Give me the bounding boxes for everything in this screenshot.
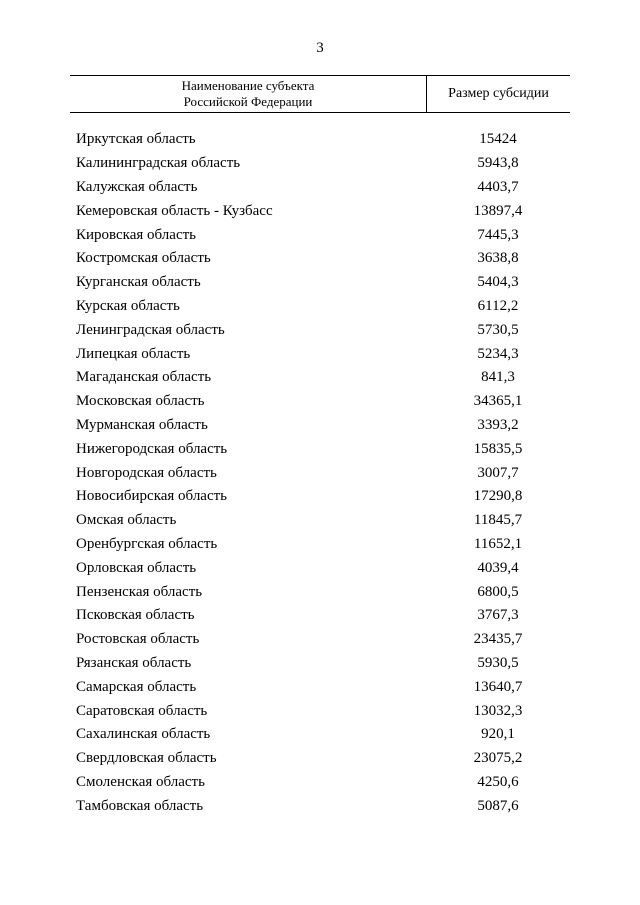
subject-name-cell: Сахалинская область bbox=[76, 726, 211, 743]
subsidy-value-cell: 5943,8 bbox=[477, 155, 519, 172]
table-row bbox=[76, 675, 570, 699]
table-row bbox=[76, 509, 570, 533]
table-row bbox=[76, 176, 570, 200]
subject-name-cell: Иркутская область bbox=[76, 131, 196, 148]
subject-name-cell: Пензенская область bbox=[76, 583, 203, 600]
table-row bbox=[76, 128, 570, 152]
subject-name-cell: Кировская область bbox=[76, 226, 197, 243]
subsidy-value-cell: 6112,2 bbox=[477, 297, 519, 314]
table-row bbox=[76, 604, 570, 628]
table-body bbox=[76, 128, 570, 818]
table-row bbox=[76, 580, 570, 604]
subsidy-value-cell: 5930,5 bbox=[477, 654, 519, 671]
table-header bbox=[70, 75, 570, 113]
table-row bbox=[76, 794, 570, 818]
subsidy-value-cell: 15424 bbox=[479, 131, 517, 148]
subject-name-cell: Псковская область bbox=[76, 607, 195, 624]
subject-name-cell: Кемеровская область - Кузбасс bbox=[76, 202, 273, 219]
subsidy-value-cell: 841,3 bbox=[481, 369, 515, 386]
table-row bbox=[76, 414, 570, 438]
table-row bbox=[76, 699, 570, 723]
page-number: 3 bbox=[316, 40, 324, 56]
subject-name-cell: Оренбургская область bbox=[76, 535, 218, 552]
subject-name-column-header bbox=[70, 76, 427, 112]
subsidy-value-cell: 5234,3 bbox=[477, 345, 519, 362]
table-row bbox=[76, 628, 570, 652]
subject-name-header-line-1: Наименование субъекта bbox=[181, 78, 315, 93]
table-row bbox=[76, 390, 570, 414]
table-row bbox=[76, 747, 570, 771]
table-row bbox=[76, 437, 570, 461]
subsidy-value-cell: 3393,2 bbox=[477, 416, 519, 433]
subject-name-cell: Рязанская область bbox=[76, 654, 192, 671]
subsidy-value-cell: 23075,2 bbox=[473, 750, 523, 767]
subject-name-cell: Мурманская область bbox=[76, 416, 208, 433]
subsidy-value-cell: 6800,5 bbox=[477, 583, 519, 600]
subsidy-value-cell: 4039,4 bbox=[477, 559, 519, 576]
subject-name-cell: Нижегородская область bbox=[76, 440, 228, 457]
table-row bbox=[76, 199, 570, 223]
subject-name-cell: Ростовская область bbox=[76, 631, 200, 648]
table-row bbox=[76, 271, 570, 295]
subject-name-cell: Курганская область bbox=[76, 274, 201, 291]
subject-name-cell: Орловская область bbox=[76, 559, 197, 576]
table-row bbox=[76, 485, 570, 509]
subsidy-value-cell: 4403,7 bbox=[477, 178, 519, 195]
subject-name-cell: Смоленская область bbox=[76, 773, 205, 790]
subsidy-value-cell: 15835,5 bbox=[473, 440, 523, 457]
subject-name-cell: Омская область bbox=[76, 512, 177, 529]
subsidy-value-cell: 13897,4 bbox=[473, 202, 523, 219]
table-row bbox=[76, 247, 570, 271]
subsidy-value-cell: 5404,3 bbox=[477, 274, 519, 291]
subject-name-cell: Московская область bbox=[76, 393, 205, 410]
subsidy-size-column-header: Размер субсидии bbox=[448, 86, 549, 101]
subject-name-cell: Магаданская область bbox=[76, 369, 212, 386]
subject-name-cell: Липецкая область bbox=[76, 345, 191, 362]
subsidy-value-cell: 3767,3 bbox=[477, 607, 519, 624]
subsidy-value-cell: 13032,3 bbox=[473, 702, 523, 719]
table-row bbox=[76, 556, 570, 580]
table-row bbox=[76, 223, 570, 247]
table-row bbox=[76, 295, 570, 319]
subject-name-cell: Новгородская область bbox=[76, 464, 217, 481]
subsidy-value-cell: 7445,3 bbox=[477, 226, 519, 243]
subsidy-value-cell: 13640,7 bbox=[473, 678, 523, 695]
subsidy-value-cell: 23435,7 bbox=[473, 631, 523, 648]
subject-name-cell: Тамбовская область bbox=[76, 797, 204, 814]
table-row bbox=[76, 771, 570, 795]
table-row bbox=[76, 723, 570, 747]
subsidy-value-cell: 3638,8 bbox=[477, 250, 519, 267]
subsidy-value-cell: 5730,5 bbox=[477, 321, 519, 338]
subsidy-value-cell: 34365,1 bbox=[473, 393, 523, 410]
subsidy-value-cell: 11652,1 bbox=[473, 535, 523, 552]
table-row bbox=[76, 342, 570, 366]
subject-name-cell: Саратовская область bbox=[76, 702, 208, 719]
table-row bbox=[76, 152, 570, 176]
table-row bbox=[76, 318, 570, 342]
subsidy-value-cell: 3007,7 bbox=[477, 464, 519, 481]
subject-name-cell: Костромская область bbox=[76, 250, 211, 267]
subject-name-cell: Самарская область bbox=[76, 678, 197, 695]
subsidy-value-cell: 17290,8 bbox=[473, 488, 523, 505]
table-row bbox=[76, 461, 570, 485]
subject-name-cell: Новосибирская область bbox=[76, 488, 228, 505]
subsidy-value-cell: 11845,7 bbox=[473, 512, 523, 529]
subject-name-cell: Ленинградская область bbox=[76, 321, 225, 338]
subsidy-value-cell: 920,1 bbox=[481, 726, 515, 743]
subject-name-cell: Калининградская область bbox=[76, 155, 241, 172]
subject-name-header-line-2: Российской Федерации bbox=[183, 94, 313, 109]
table-row bbox=[76, 366, 570, 390]
table-row bbox=[76, 533, 570, 557]
subsidy-value-cell: 5087,6 bbox=[477, 797, 519, 814]
subject-name-cell: Курская область bbox=[76, 297, 180, 314]
table-row bbox=[76, 652, 570, 676]
subject-name-cell: Калужская область bbox=[76, 178, 198, 195]
subject-name-cell: Свердловская область bbox=[76, 750, 217, 767]
subsidy-value-cell: 4250,6 bbox=[477, 773, 519, 790]
